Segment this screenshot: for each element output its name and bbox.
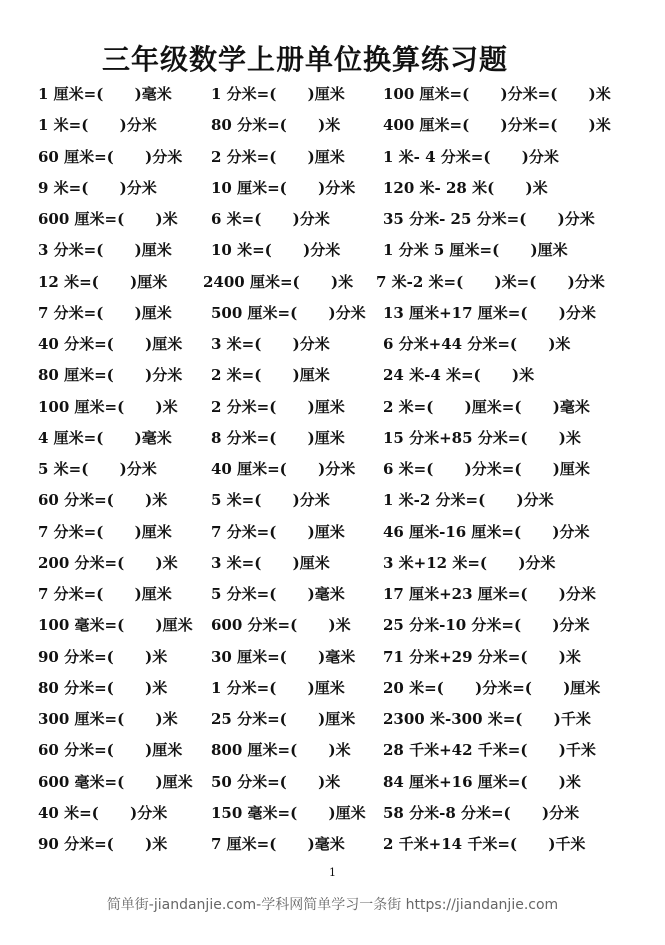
- exercise-item: 25 分米-10 分米=( )分米: [383, 616, 590, 635]
- exercise-item: 90 分米=( )米: [38, 835, 168, 853]
- exercise-item: 7 米-2 米=( )米=( )分米: [376, 272, 605, 291]
- exercise-row: [0, 584, 665, 615]
- exercise-item: 60 厘米=( )分米: [38, 147, 183, 166]
- exercise-row: [0, 178, 665, 209]
- exercise-row: [0, 803, 665, 834]
- exercise-item: 60 分米=( )厘米: [38, 741, 183, 760]
- exercise-item: 20 米=( )分米=( )厘米: [383, 678, 601, 697]
- exercise-row: [0, 459, 665, 490]
- exercise-list: [0, 84, 665, 865]
- exercise-item: 40 米=( )分米: [38, 803, 168, 822]
- footer-watermark: 简单街-jiandanjie.com-学科网简单学习一条街 https://jiandanjie.com: [106, 897, 559, 913]
- exercise-item: 1 厘米=( )毫米: [38, 85, 172, 103]
- worksheet-title: 三年级数学上册单位换算练习题: [101, 43, 508, 76]
- exercise-row: [0, 147, 665, 178]
- exercise-item: 1 米- 4 分米=( )分米: [383, 147, 559, 166]
- exercise-item: 80 分米=( )米: [211, 116, 341, 135]
- exercise-item: 6 米=( )分米: [211, 210, 330, 228]
- exercise-item: 80 分米=( )米: [38, 678, 168, 697]
- exercise-item: 9 米=( )分米: [38, 178, 157, 197]
- exercise-row: [0, 647, 665, 678]
- exercise-item: 6 米=( )分米=( )厘米: [383, 460, 590, 478]
- exercise-item: 12 米=( )厘米: [38, 272, 168, 291]
- exercise-item: 90 分米=( )米: [38, 647, 168, 666]
- exercise-item: 2400 厘米=( )米: [203, 272, 354, 291]
- exercise-item: 120 米- 28 米( )米: [383, 178, 548, 197]
- exercise-item: 4 厘米=( )毫米: [38, 428, 172, 447]
- exercise-item: 28 千米+42 千米=( )千米: [383, 741, 596, 760]
- exercise-item: 2 分米=( )厘米: [211, 397, 345, 416]
- exercise-item: 25 分米=( )厘米: [211, 710, 356, 728]
- exercise-row: [0, 115, 665, 146]
- exercise-item: 10 米=( )分米: [211, 241, 341, 260]
- exercise-item: 7 分米=( )厘米: [38, 303, 172, 322]
- exercise-row: [0, 678, 665, 709]
- exercise-item: 50 分米=( )米: [211, 772, 341, 791]
- exercise-item: 10 厘米=( )分米: [211, 178, 356, 197]
- exercise-row: [0, 522, 665, 553]
- exercise-item: 3 分米=( )厘米: [38, 241, 172, 260]
- exercise-row: [0, 240, 665, 271]
- exercise-item: 1 分米=( )厘米: [211, 85, 345, 103]
- exercise-item: 3 米=( )厘米: [211, 553, 330, 572]
- exercise-item: 400 厘米=( )分米=( )米: [383, 116, 611, 135]
- exercise-item: 100 厘米=( )分米=( )米: [383, 85, 611, 103]
- exercise-item: 6 分米+44 分米=( )米: [383, 335, 571, 353]
- exercise-item: 17 厘米+23 厘米=( )分米: [383, 585, 596, 603]
- exercise-item: 5 米=( )分米: [211, 491, 330, 510]
- exercise-item: 200 分米=( )米: [38, 553, 178, 572]
- exercise-item: 2 米=( )厘米: [211, 366, 330, 385]
- exercise-row: [0, 740, 665, 771]
- exercise-row: [0, 84, 665, 115]
- exercise-item: 600 厘米=( )米: [38, 210, 178, 228]
- exercise-row: [0, 428, 665, 459]
- exercise-item: 71 分米+29 分米=( )米: [383, 647, 581, 666]
- exercise-row: [0, 209, 665, 240]
- exercise-row: [0, 272, 665, 303]
- exercise-item: 15 分米+85 分米=( )米: [383, 428, 581, 447]
- exercise-item: 40 分米=( )厘米: [38, 335, 183, 353]
- exercise-item: 30 厘米=( )毫米: [211, 647, 356, 666]
- exercise-row: [0, 772, 665, 803]
- exercise-item: 500 厘米=( )分米: [211, 303, 366, 322]
- exercise-item: 84 厘米+16 厘米=( )米: [383, 772, 581, 791]
- exercise-item: 13 厘米+17 厘米=( )分米: [383, 303, 596, 322]
- exercise-item: 1 米-2 分米=( )分米: [383, 491, 554, 510]
- exercise-item: 100 毫米=( )厘米: [38, 616, 193, 635]
- exercise-item: 600 毫米=( )厘米: [38, 772, 193, 791]
- exercise-item: 8 分米=( )厘米: [211, 428, 345, 447]
- exercise-item: 7 厘米=( )毫米: [211, 835, 345, 853]
- exercise-item: 2 米=( )厘米=( )毫米: [383, 397, 590, 416]
- exercise-item: 1 米=( )分米: [38, 116, 157, 135]
- exercise-item: 60 分米=( )米: [38, 491, 168, 510]
- exercise-item: 24 米-4 米=( )米: [383, 366, 535, 385]
- exercise-item: 7 分米=( )厘米: [211, 522, 345, 541]
- exercise-item: 800 厘米=( )米: [211, 741, 351, 760]
- exercise-item: 5 分米=( )毫米: [211, 585, 345, 603]
- exercise-item: 7 分米=( )厘米: [38, 585, 172, 603]
- exercise-item: 40 厘米=( )分米: [211, 460, 356, 478]
- exercise-item: 2 分米=( )厘米: [211, 147, 345, 166]
- exercise-row: [0, 615, 665, 646]
- exercise-row: [0, 397, 665, 428]
- exercise-item: 58 分米-8 分米=( )分米: [383, 803, 580, 822]
- exercise-item: 600 分米=( )米: [211, 616, 351, 635]
- page-number: 1: [329, 866, 336, 879]
- exercise-item: 300 厘米=( )米: [38, 710, 178, 728]
- exercise-row: [0, 709, 665, 740]
- exercise-row: [0, 490, 665, 521]
- exercise-item: 100 厘米=( )米: [38, 397, 178, 416]
- exercise-item: 35 分米- 25 分米=( )分米: [383, 210, 595, 228]
- exercise-item: 3 米=( )分米: [211, 335, 330, 353]
- exercise-item: 2 千米+14 千米=( )千米: [383, 835, 586, 853]
- exercise-item: 7 分米=( )厘米: [38, 522, 172, 541]
- exercise-item: 46 厘米-16 厘米=( )分米: [383, 522, 590, 541]
- exercise-item: 3 米+12 米=( )分米: [383, 553, 556, 572]
- exercise-row: [0, 553, 665, 584]
- exercise-item: 80 厘米=( )分米: [38, 366, 183, 385]
- exercise-item: 150 毫米=( )厘米: [211, 803, 366, 822]
- exercise-item: 5 米=( )分米: [38, 460, 157, 478]
- exercise-row: [0, 303, 665, 334]
- exercise-item: 1 分米 5 厘米=( )厘米: [383, 241, 568, 260]
- exercise-row: [0, 365, 665, 396]
- exercise-row: [0, 334, 665, 365]
- exercise-item: 2300 米-300 米=( )千米: [383, 710, 591, 728]
- exercise-item: 1 分米=( )厘米: [211, 678, 345, 697]
- exercise-row: [0, 834, 665, 865]
